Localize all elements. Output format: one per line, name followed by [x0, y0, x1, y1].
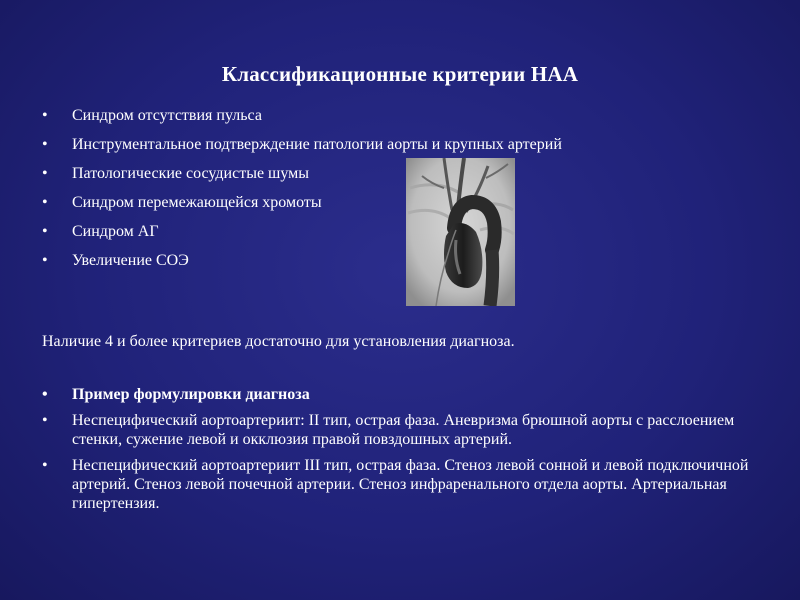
diagnosis-example-heading: Пример формулировки диагноза	[72, 386, 310, 403]
bullet-icon: •	[42, 107, 48, 124]
bullet-icon: •	[42, 194, 48, 211]
bullet-icon: •	[42, 136, 48, 153]
bullet-icon: •	[42, 223, 48, 240]
diagnosis-example-item	[42, 456, 762, 513]
diagnosis-example-heading-item	[42, 385, 762, 404]
bullet-icon: •	[42, 457, 48, 474]
criteria-item	[42, 135, 562, 154]
diagnosis-example-list	[42, 385, 762, 520]
bullet-icon: •	[42, 165, 48, 182]
criteria-text: Синдром отсутствия пульса	[72, 107, 262, 124]
bullet-icon: •	[42, 386, 48, 403]
criteria-text: Патологические сосудистые шумы	[72, 165, 310, 182]
diagnosis-example-text: Неспецифический аортоартериит: II тип, острая фаза. Аневризма брюшной аорты с расслоением стенки, сужение левой и окклюзия правой повздошных артерий.	[72, 412, 735, 448]
criteria-text: Увеличение СОЭ	[72, 252, 189, 269]
criteria-item	[42, 106, 562, 125]
criteria-text: Синдром перемежающейся хромоты	[72, 194, 322, 211]
criteria-text: Синдром АГ	[72, 223, 159, 240]
diagnosis-example-item	[42, 411, 762, 449]
bullet-icon: •	[42, 412, 48, 429]
diagnosis-example-text: Неспецифический аортоартериит III тип, острая фаза. Стеноз левой сонной и левой подключичной артерий. Стеноз левой почечной артерии. Стеноз инфраренального отдела аорты. Артериальная гипертензия.	[72, 457, 749, 512]
diagnosis-criteria-note: Наличие 4 и более критериев достаточно для установления диагноза.	[42, 333, 515, 350]
bullet-icon: •	[42, 252, 48, 269]
criteria-text: Инструментальное подтверждение патологии аорты и крупных артерий	[72, 136, 562, 153]
slide-title: Классификационные критерии НАА	[221, 62, 579, 86]
aortography-xray-image	[406, 158, 515, 306]
